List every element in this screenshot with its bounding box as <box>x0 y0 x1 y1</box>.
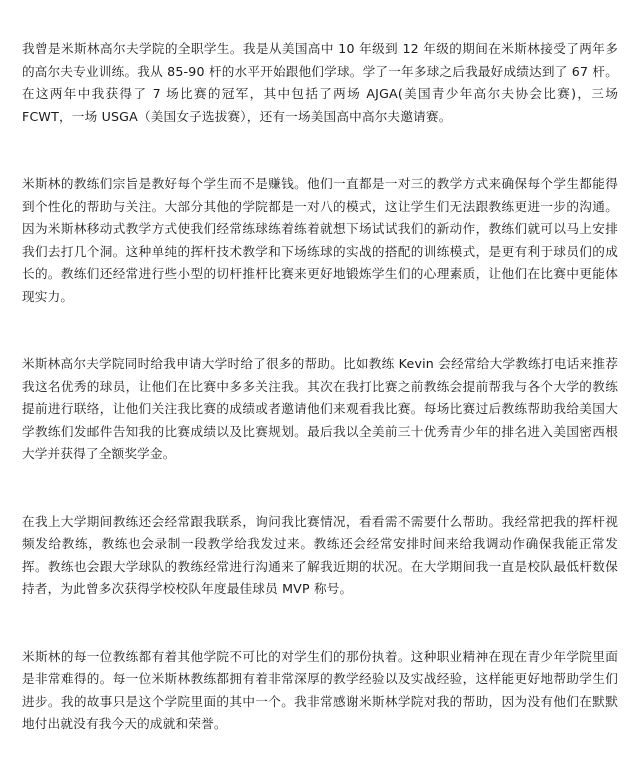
testimonial-document <box>22 38 618 781</box>
paragraph-background: 我曾是米斯林高尔夫学院的全职学生。我是从美国高中 10 年级到 12 年级的期间在米斯林接受了两年多的高尔夫专业训练。我从 85-90 杆的水平开始跟他们学球。学了一年多球之后我最好成绩达到了 67 杆。在这两年中我获得了 7 场比赛的冠军，其中包括了两场 AJGA(美国青少年高尔夫协会比赛)，三场 FCWT，一场 USGA（美国女子选拔赛），还有一场美国高中高尔夫邀请赛。 <box>22 41 618 124</box>
paragraph-gratitude: 米斯林的每一位教练都有着其他学院不可比的对学生们的那份执着。这种职业精神在现在青少年学院里面是非常难得的。每一位米斯林教练都拥有着非常深厚的教学经验以及实战经验，这样能更好地帮助学生们进步。我的故事只是这个学院里面的其中一个。我非常感谢米斯林学院对我的帮助，因为没有他们在默默地付出就没有我今天的成就和荣誉。 <box>22 648 618 731</box>
paragraph-college-recruiting: 米斯林高尔夫学院同时给我申请大学时给了很多的帮助。比如教练 Kevin 会经常给大学教练打电话来推荐我这名优秀的球员，让他们在比赛中多多关注我。其次在我打比赛之前教练会提前帮我与各个大学的教练提前进行联络，让他们关注我比赛的成绩或者邀请他们来观看我比赛。每场比赛过后教练帮助我给美国大学教练们发邮件告知我的比赛成绩以及比赛规划。最后我以全美前三十优秀青少年的排名进入美国密西根大学并获得了全额奖学金。 <box>22 356 618 461</box>
paragraph-coaching-philosophy: 米斯林的教练们宗旨是教好每个学生而不是赚钱。他们一直都是一对三的教学方式来确保每个学生都能得到个性化的帮助与关注。大部分其他的学院都是一对八的模式，这让学生们无法跟教练更进一步的沟通。因为米斯林移动式教学方式使我们经常练球练着练着就想下场试试我们的新动作，教练们就可以马上安排我们去打几个洞。这种单纯的挥杆技术教学和下场练球的实战的搭配的训练模式，是更有利于球员们的成长的。教练们还经常进行些小型的切杆推杆比赛来更好地锻炼学生们的心理素质，让他们在比赛中更能体现实力。 <box>22 176 618 304</box>
paragraph-university-support: 在我上大学期间教练还会经常跟我联系，询问我比赛情况，看看需不需要什么帮助。我经常把我的挥杆视频发给教练，教练也会录制一段教学给我发过来。教练还会经常安排时间来给我调动作确保我能正常发挥。教练也会跟大学球队的教练经常进行沟通来了解我近期的状况。在大学期间我一直是校队最低杆数保持者，为此曾多次获得学校校队年度最佳球员 MVP 称号。 <box>22 513 618 596</box>
